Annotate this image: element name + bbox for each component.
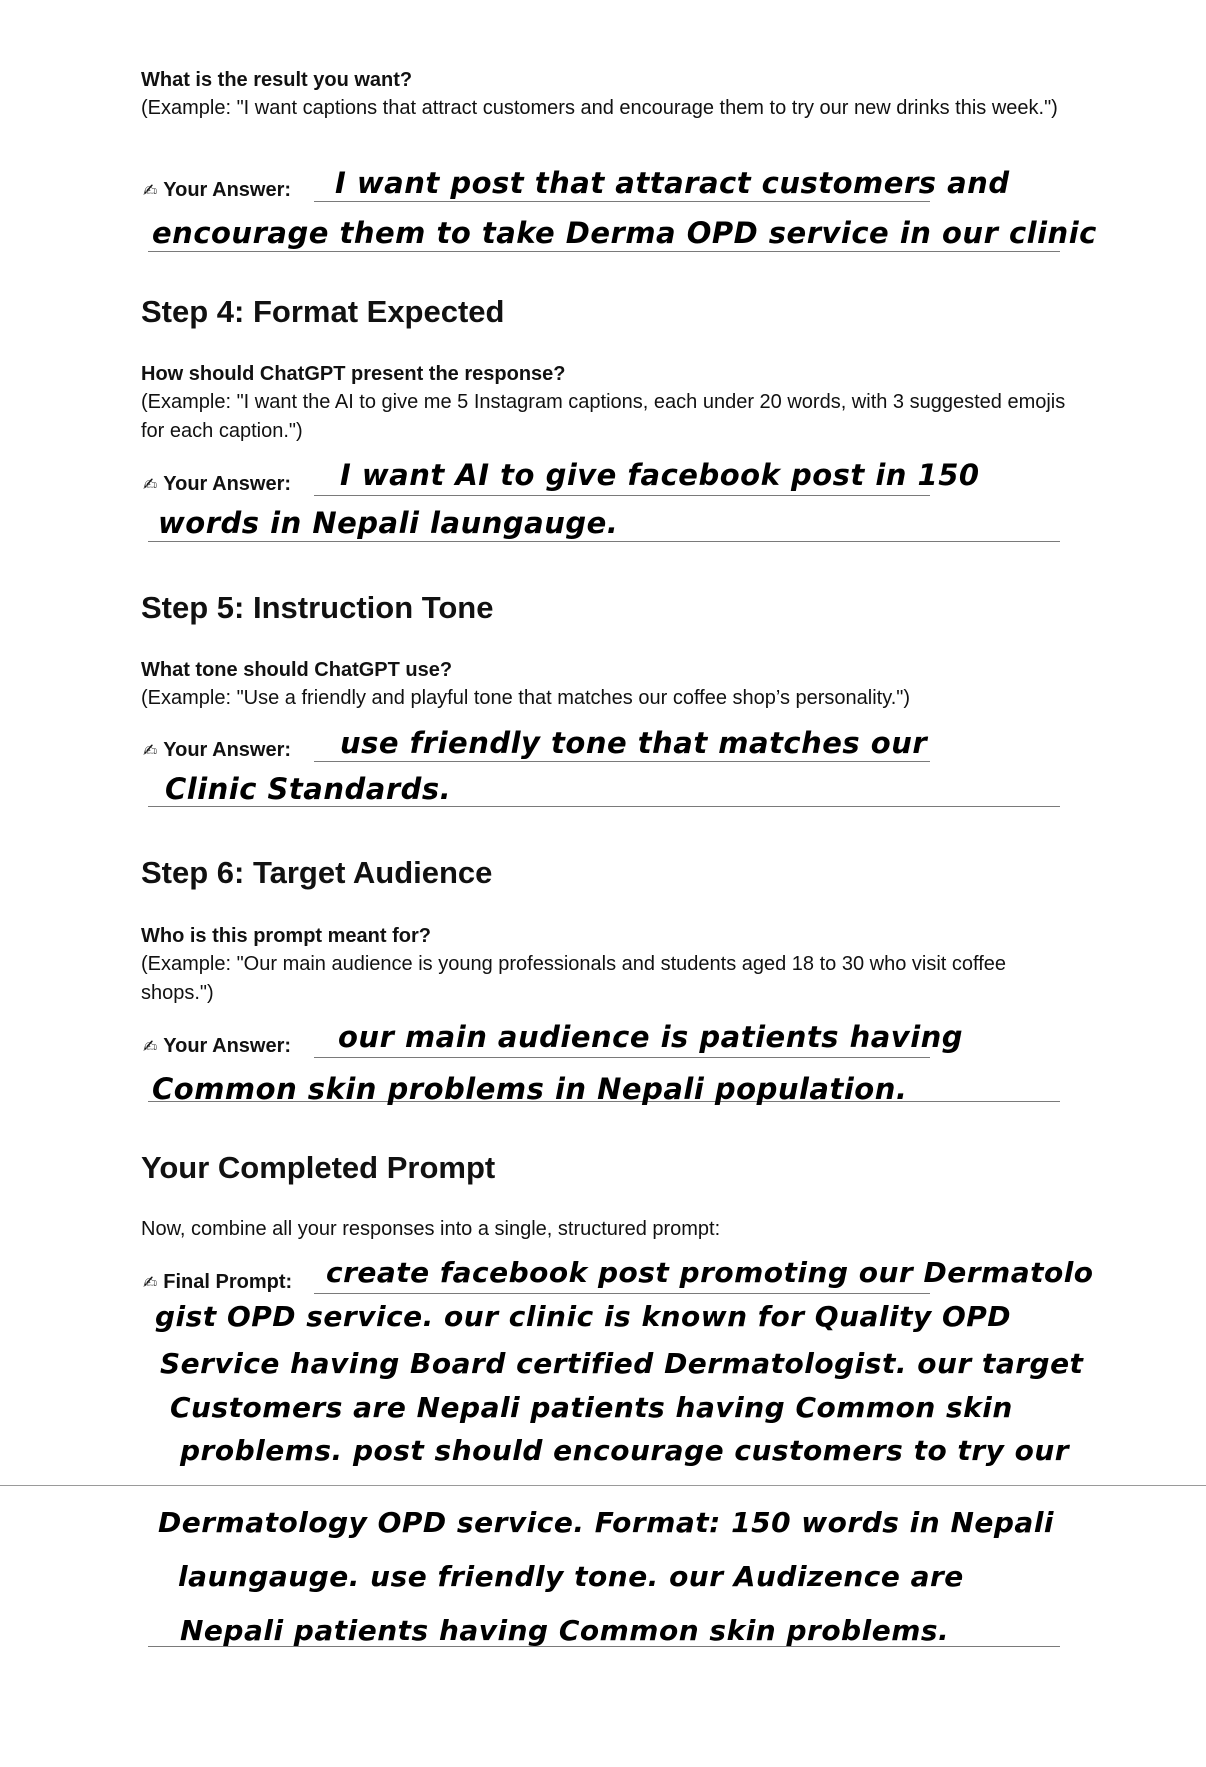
- step3-answer-text-2[interactable]: encourage them to take Derma OPD service in our clinic: [152, 216, 1097, 250]
- step4-answer-text-2[interactable]: words in Nepali laungauge.: [158, 506, 619, 540]
- step6-heading: Step 6: Target Audience: [141, 855, 493, 890]
- step3-answer-label: ✍ Your Answer:: [143, 179, 292, 201]
- step6-answer-text-2[interactable]: Common skin problems in Nepali population.: [152, 1072, 908, 1106]
- final-prompt-text-4[interactable]: Customers are Nepali patients having Common skin: [170, 1391, 1013, 1424]
- final-prompt-line: [314, 1293, 930, 1294]
- final-prompt-text-3[interactable]: Service having Board certified Dermatologist. our target: [160, 1347, 1084, 1380]
- page-break-divider: [0, 1485, 1206, 1486]
- final-prompt-text-8[interactable]: Nepali patients having Common skin problems.: [180, 1614, 950, 1647]
- step6-example: (Example: "Our main audience is young professionals and students aged 18 to 30 who visit coffee shops."): [141, 953, 1007, 1004]
- step4-answer-line-2: [148, 541, 1060, 542]
- step4-heading: Step 4: Format Expected: [141, 294, 505, 329]
- step4-example: (Example: "I want the AI to give me 5 Instagram captions, each under 20 words, with 3 suggested emojis for each caption."): [141, 391, 1066, 442]
- final-prompt-label: ✍ Final Prompt:: [143, 1271, 293, 1293]
- step3-answer-line-1: [314, 201, 930, 202]
- pen-icon: ✍: [143, 741, 158, 760]
- step4-answer-text-1[interactable]: I want AI to give facebook post in 150: [340, 458, 980, 492]
- step3-example: (Example: "I want captions that attract customers and encourage them to try our new drinks this week."): [141, 97, 1058, 119]
- step3-answer-text-1[interactable]: I want post that attaract customers and: [335, 166, 1010, 200]
- step4-question: How should ChatGPT present the response?: [141, 363, 566, 385]
- step6-answer-line-1: [314, 1057, 930, 1058]
- final-prompt-text-1[interactable]: create facebook post promoting our Dermatolo: [326, 1256, 1094, 1289]
- step6-answer-label: ✍ Your Answer:: [143, 1035, 292, 1057]
- step6-question: Who is this prompt meant for?: [141, 925, 431, 947]
- step5-answer-text-1[interactable]: use friendly tone that matches our: [340, 726, 928, 760]
- step5-heading: Step 5: Instruction Tone: [141, 590, 494, 625]
- step5-answer-label: ✍ Your Answer:: [143, 739, 292, 761]
- completed-heading: Your Completed Prompt: [141, 1150, 496, 1185]
- step6-answer-text-1[interactable]: our main audience is patients having: [338, 1020, 964, 1054]
- step4-answer-label: ✍ Your Answer:: [143, 473, 292, 495]
- completed-intro: Now, combine all your responses into a single, structured prompt:: [141, 1218, 721, 1240]
- step5-answer-text-2[interactable]: Clinic Standards.: [165, 772, 452, 806]
- step5-question: What tone should ChatGPT use?: [141, 659, 453, 681]
- final-prompt-text-2[interactable]: gist OPD service. our clinic is known for Quality OPD: [155, 1300, 1012, 1333]
- final-prompt-bottom-line: [148, 1646, 1060, 1647]
- final-prompt-text-6[interactable]: Dermatology OPD service. Format: 150 words in Nepali: [158, 1506, 1055, 1539]
- step4-answer-line-1: [314, 495, 930, 496]
- final-prompt-text-5[interactable]: problems. post should encourage customers to try our: [180, 1434, 1070, 1467]
- step5-example: (Example: "Use a friendly and playful tone that matches our coffee shop’s personality."): [141, 687, 911, 709]
- step3-question: What is the result you want?: [141, 69, 413, 91]
- pen-icon: ✍: [143, 475, 158, 494]
- step5-answer-line-2: [148, 806, 1060, 807]
- final-prompt-text-7[interactable]: laungauge. use friendly tone. our Audizence are: [178, 1560, 964, 1593]
- step5-answer-line-1: [314, 761, 930, 762]
- pen-icon: ✍: [143, 1273, 158, 1292]
- pen-icon: ✍: [143, 181, 158, 200]
- pen-icon: ✍: [143, 1037, 158, 1056]
- step3-answer-line-2: [148, 251, 1060, 252]
